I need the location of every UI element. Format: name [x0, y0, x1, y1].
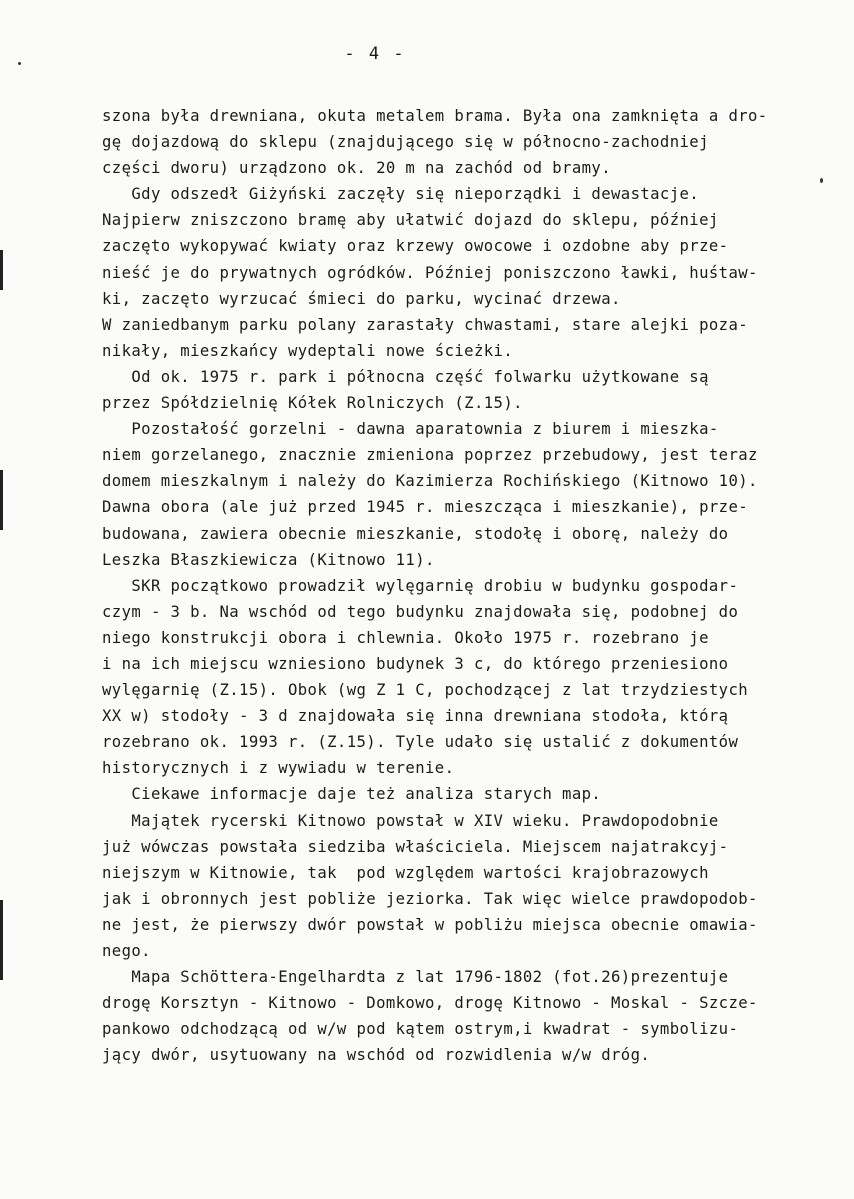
text-line: części dworu) urządzono ok. 20 m na zachód od bramy.: [102, 159, 611, 178]
scan-speck: [820, 178, 823, 183]
text-line: Ciekawe informacje daje też analiza starych map.: [102, 785, 602, 804]
text-line: nieść je do prywatnych ogródków. Później poniszczono ławki, huśtaw-: [102, 263, 758, 282]
text-line: nego.: [102, 942, 151, 960]
text-line: gę dojazdową do sklepu (znajdującego się w północno-zachodniej: [102, 133, 709, 152]
text-line: rozebrano ok. 1993 r. (Z.15). Tyle udało się ustalić z dokumentów: [102, 733, 739, 752]
text-line: Majątek rycerski Kitnowo powstał w XIV wieku. Prawdopodobnie: [102, 811, 719, 830]
text-line: ne jest, że pierwszy dwór powstał w pobliżu miejsca obecnie omawia-: [102, 915, 758, 934]
text-line: Mapa Schöttera-Engelhardta z lat 1796-1802 (fot.26)prezentuje: [102, 968, 729, 987]
text-line: zaczęto wykopywać kwiaty oraz krzewy owocowe i ozdobne aby prze-: [102, 237, 729, 256]
text-line: przez Spółdzielnię Kółek Rolniczych (Z.15).: [102, 394, 523, 413]
text-line: niem gorzelanego, znacznie zmieniona poprzez przebudowy, jest teraz: [102, 446, 758, 465]
text-line: drogę Korsztyn - Kitnowo - Domkowo, drogę Kitnowo - Moskal - Szcze-: [102, 994, 758, 1013]
text-line: jący dwór, usytuowany na wschód od rozwidlenia w/w dróg.: [102, 1046, 651, 1065]
text-line: czym - 3 b. Na wschód od tego budynku znajdowała się, podobnej do: [102, 602, 739, 621]
text-line: i na ich miejscu wzniesiono budynek 3 c, do którego przeniesiono: [102, 654, 729, 673]
text-line: niejszym w Kitnowie, tak pod względem wartości krajobrazowych: [102, 863, 709, 882]
text-line: ki, zaczęto wyrzucać śmieci do parku, wycinać drzewa.: [102, 289, 621, 308]
text-line: Leszka Błaszkiewicza (Kitnowo 11).: [102, 550, 435, 569]
text-line: szona była drewniana, okuta metalem brama. Była ona zamknięta a dro-: [102, 107, 768, 125]
text-line: Najpierw zniszczono bramę aby ułatwić dojazd do sklepu, później: [102, 211, 719, 230]
text-line: Gdy odszedł Giżyński zaczęły się nieporządki i dewastacje.: [102, 185, 700, 204]
text-line: domem mieszkalnym i należy do Kazimierza Rochińskiego (Kitnowo 10).: [102, 472, 758, 491]
text-line: Pozostałość gorzelni - dawna aparatownia z biurem i mieszka-: [102, 420, 719, 439]
scan-speck: [18, 62, 21, 65]
text-line: SKR początkowo prowadził wylęgarnię drobiu w budynku gospodar-: [102, 576, 739, 595]
page-number: - 4 -: [344, 44, 406, 64]
text-line: wylęgarnię (Z.15). Obok (wg Z 1 C, pochodzącej z lat trzydziestych: [102, 681, 749, 700]
scan-edge-mark: [0, 900, 3, 980]
text-line: XX w) stodoły - 3 d znajdowała się inna drewniana stodoła, którą: [102, 707, 729, 726]
text-line: pankowo odchodzącą od w/w pod kątem ostrym,i kwadrat - symbolizu-: [102, 1020, 739, 1039]
text-line: niego konstrukcji obora i chlewnia. Około 1975 r. rozebrano je: [102, 628, 709, 647]
text-line: W zaniedbanym parku polany zarastały chwastami, stare alejki poza-: [102, 315, 749, 334]
scan-edge-mark: [0, 470, 3, 530]
text-line: Od ok. 1975 r. park i północna część folwarku użytkowane są: [102, 367, 709, 386]
scan-edge-mark: [0, 250, 3, 290]
text-line: jak i obronnych jest pobliże jeziorka. Tak więc wielce prawdopodob-: [102, 889, 758, 908]
text-line: historycznych i z wywiadu w terenie.: [102, 759, 455, 778]
body-text: [102, 103, 802, 1068]
text-line: nikały, mieszkańcy wydeptali nowe ścieżki.: [102, 341, 514, 360]
text-line: budowana, zawiera obecnie mieszkanie, stodołę i oborę, należy do: [102, 524, 729, 543]
text-line: już wówczas powstała siedziba właściciela. Miejscem najatrakcyj-: [102, 837, 729, 856]
text-line: Dawna obora (ale już przed 1945 r. mieszcząca i mieszkanie), prze-: [102, 498, 749, 517]
